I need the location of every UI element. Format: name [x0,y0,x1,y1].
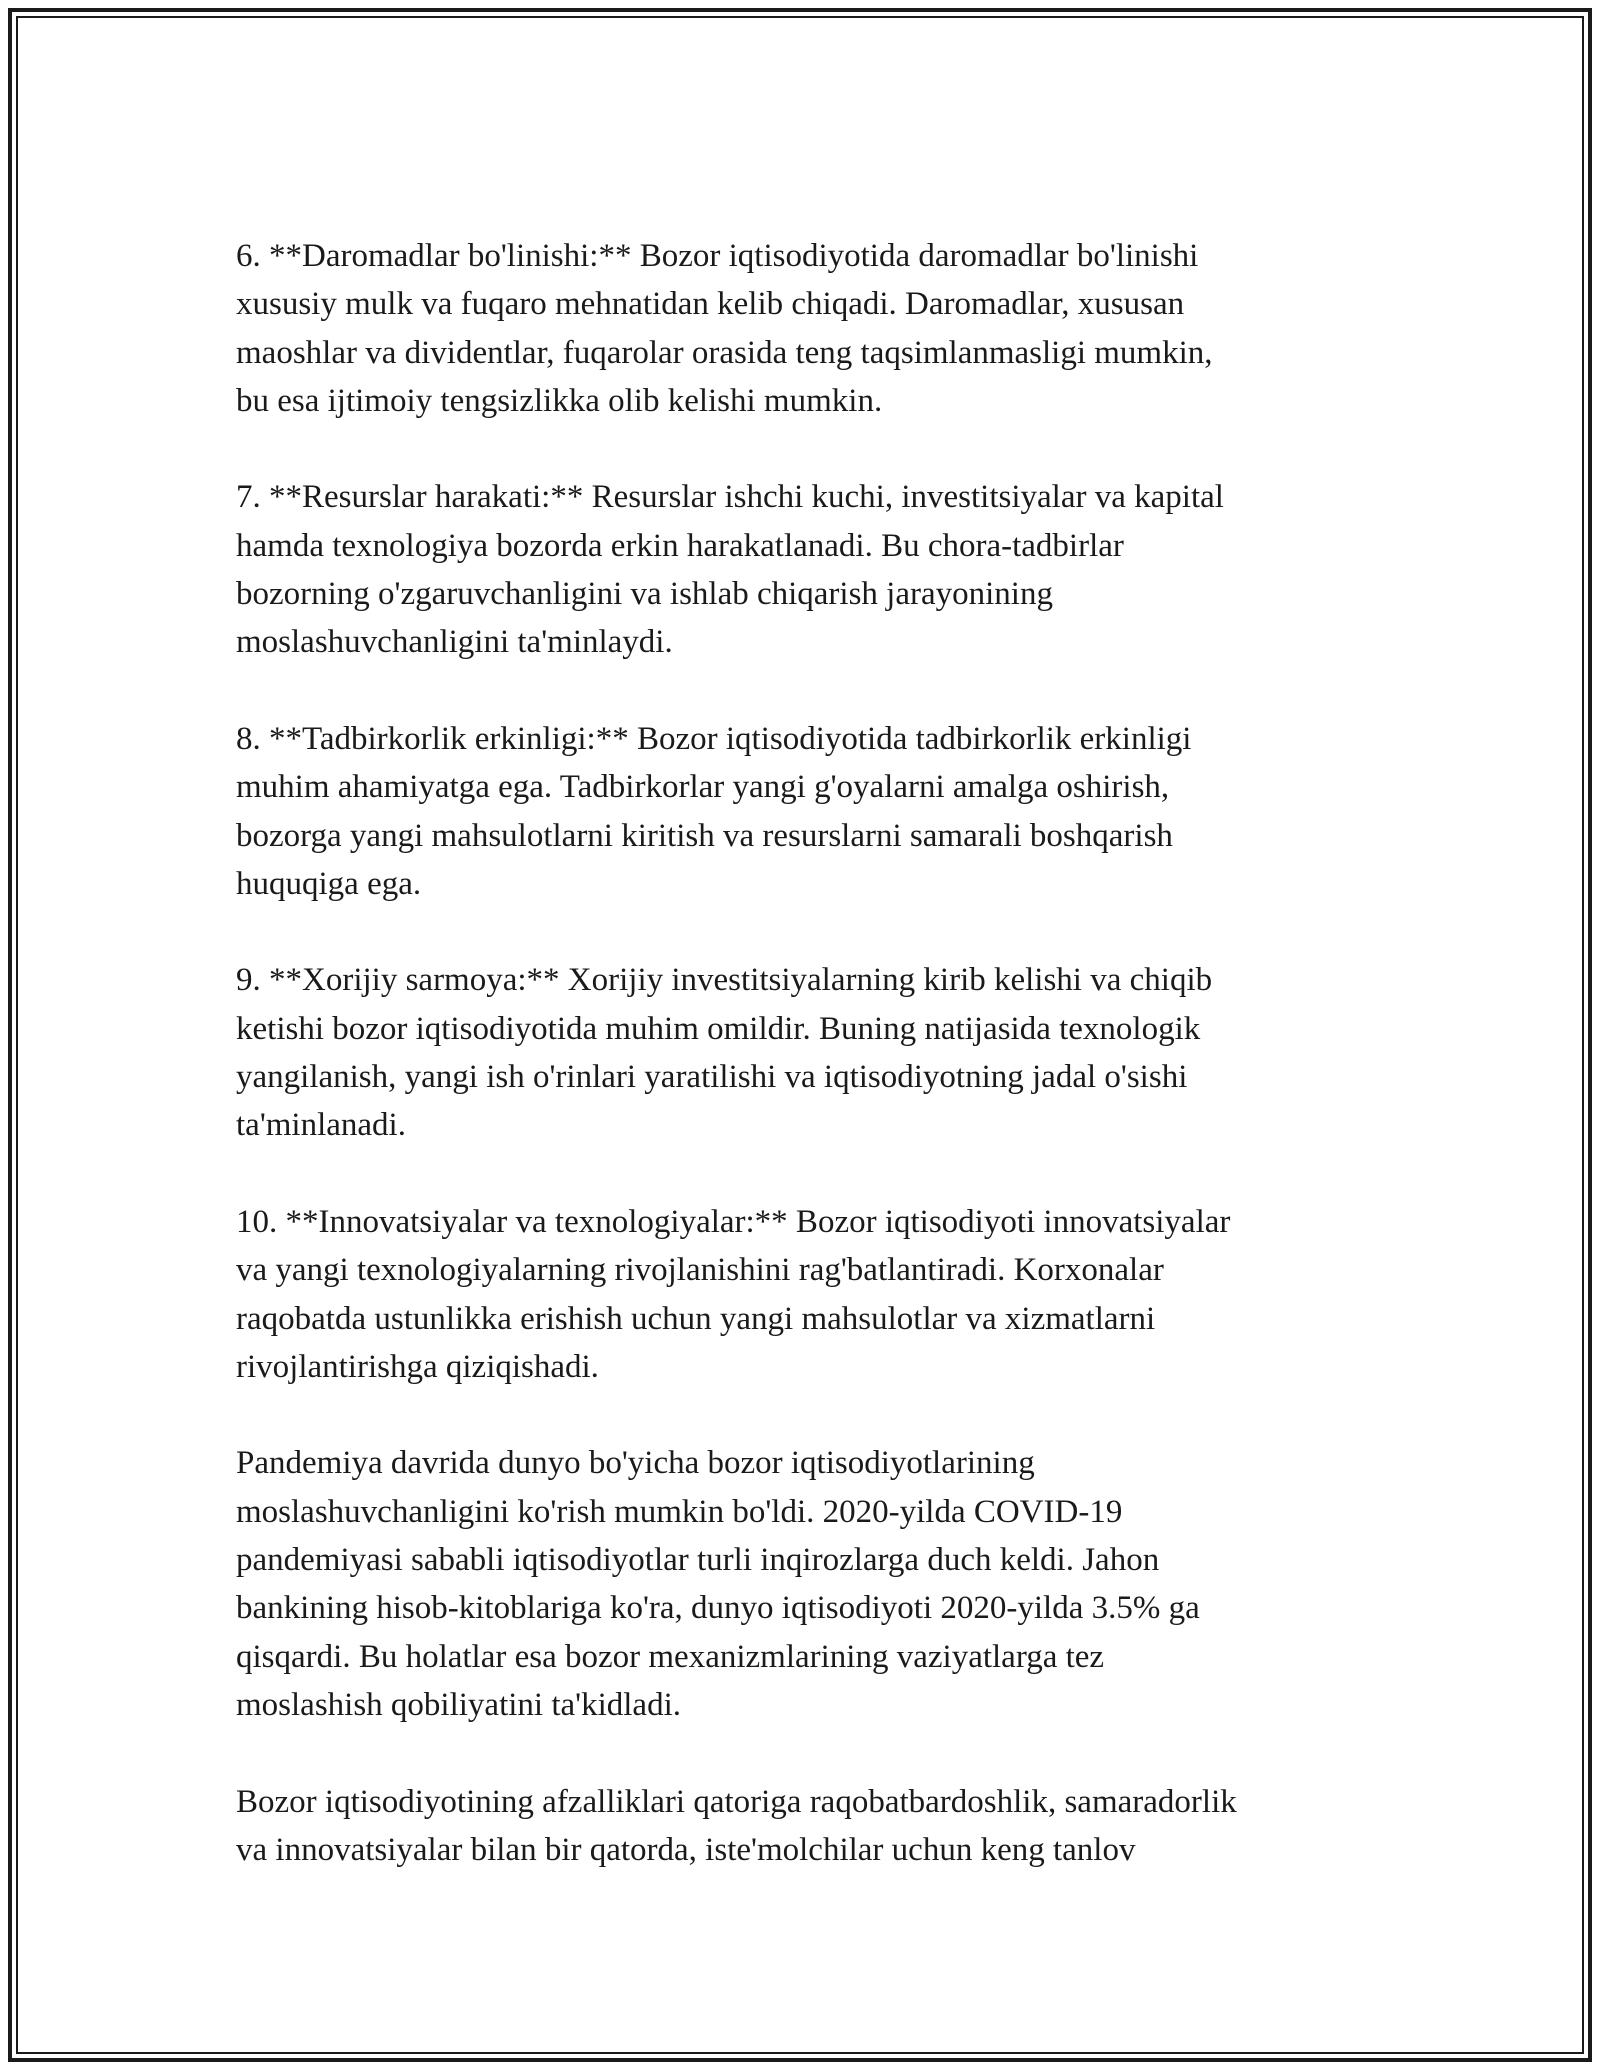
text-line: moslashuvchanligini ta'minlaydi. [236,624,673,661]
paragraph-daromadlar [236,232,1376,425]
text-line: muhim ahamiyatga ega. Tadbirkorlar yangi g'oyalarni amalga oshirish, [236,769,1170,806]
paragraph-resurslar [236,473,1376,666]
text-line: ketishi bozor iqtisodiyotida muhim omildir. Buning natijasida texnologik [236,1010,1201,1047]
text-line: 8. **Tadbirkorlik erkinligi:** Bozor iqtisodiyotida tadbirkorlik erkinligi [236,720,1192,757]
text-line: ta'minlanadi. [236,1107,406,1144]
text-line: raqobatda ustunlikka erishish uchun yangi mahsulotlar va xizmatlarni [236,1300,1156,1337]
text-line: Pandemiya davrida dunyo bo'yicha bozor iqtisodiyotlarining [236,1445,1035,1482]
text-line: bu esa ijtimoiy tengsizlikka olib kelishi mumkin. [236,382,883,419]
text-line: rivojlantirishga qiziqishadi. [236,1348,599,1385]
text-line: huquqiga ega. [236,865,422,902]
text-line: Bozor iqtisodiyotining afzalliklari qatoriga raqobatbardoshlik, samaradorlik [236,1783,1237,1820]
text-line: maoshlar va dividentlar, fuqarolar orasida teng taqsimlanmasligi mumkin, [236,334,1213,371]
text-line: qisqardi. Bu holatlar esa bozor mexanizmlarining vaziyatlarga tez [236,1638,1105,1675]
text-line: va yangi texnologiyalarning rivojlanishini rag'batlantiradi. Korxonalar [236,1252,1164,1289]
paragraph-afzalliklar [236,1778,1376,1875]
text-line: xususiy mulk va fuqaro mehnatidan kelib chiqadi. Daromadlar, xususan [236,286,1185,323]
text-line: va innovatsiyalar bilan bir qatorda, iste'molchilar uchun keng tanlov [236,1831,1136,1868]
text-line: pandemiyasi sababli iqtisodiyotlar turli inqirozlarga duch keldi. Jahon [236,1542,1160,1579]
document-body [236,232,1376,1874]
text-line: bozorga yangi mahsulotlarni kiritish va resurslarni samarali boshqarish [236,817,1173,854]
text-line: moslashish qobiliyatini ta'kidladi. [236,1686,682,1723]
text-line: bozorning o'zgaruvchanligini va ishlab chiqarish jarayonining [236,576,1053,613]
text-line: moslashuvchanligini ko'rish mumkin bo'ldi. 2020-yilda COVID-19 [236,1493,1123,1530]
paragraph-pandemiya [236,1439,1376,1729]
text-line: bankining hisob-kitoblariga ko'ra, dunyo iqtisodiyoti 2020-yilda 3.5% ga [236,1590,1200,1627]
text-line: yangilanish, yangi ish o'rinlari yaratilishi va iqtisodiyotning jadal o'sishi [236,1059,1188,1096]
text-line: 9. **Xorijiy sarmoya:** Xorijiy investitsiyalarning kirib kelishi va chiqib [236,962,1213,999]
text-line: 10. **Innovatsiyalar va texnologiyalar:** Bozor iqtisodiyoti innovatsiyalar [236,1203,1231,1240]
paragraph-innovatsiyalar [236,1198,1376,1391]
paragraph-xorijiy-sarmoya [236,956,1376,1149]
paragraph-tadbirkorlik [236,715,1376,908]
text-line: 7. **Resurslar harakati:** Resurslar ishchi kuchi, investitsiyalar va kapital [236,479,1224,516]
text-line: hamda texnologiya bozorda erkin harakatlanadi. Bu chora-tadbirlar [236,527,1124,564]
text-line: 6. **Daromadlar bo'linishi:** Bozor iqtisodiyotida daromadlar bo'linishi [236,238,1199,274]
